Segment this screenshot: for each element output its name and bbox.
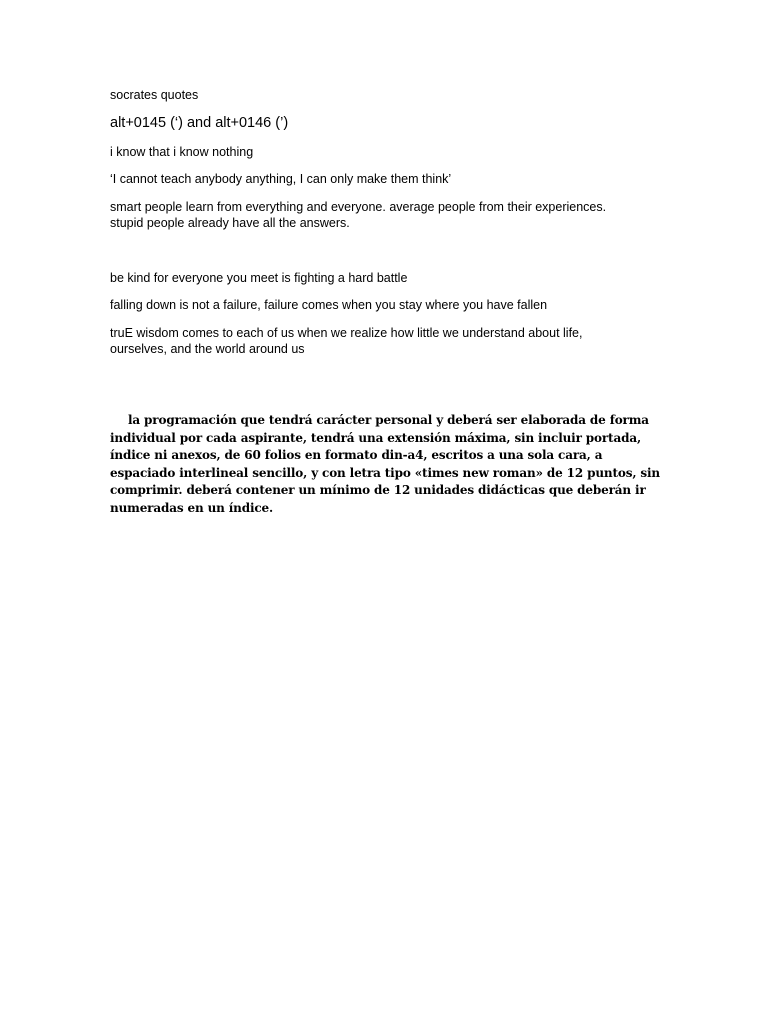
paragraph-line-2: individual por cada aspirante, tendrá una extensión máxima, sin incluir portada, xyxy=(110,430,641,445)
quote-3 xyxy=(110,199,650,231)
quote-6-line-2: ourselves, and the world around us xyxy=(110,342,305,356)
spanish-paragraph xyxy=(110,412,661,517)
paragraph-line-3: índice ni anexos, de 60 folios en formato din-a4, escritos a una sola cara, a xyxy=(110,448,603,462)
quote-4: be kind for everyone you meet is fighting a hard battle xyxy=(110,271,408,285)
paragraph-line-5: comprimir. deberá contener un mínimo de 12 unidades didácticas que deberán ir xyxy=(110,483,646,497)
quote-2: ‘I cannot teach anybody anything, I can only make them think’ xyxy=(110,172,452,186)
quote-5: falling down is not a failure, failure comes when you stay where you have fallen xyxy=(110,298,548,312)
quote-3-line-1: smart people learn from everything and everyone. average people from their experiences. xyxy=(110,200,607,214)
quote-6-line-1: truE wisdom comes to each of us when we realize how little we understand about life, xyxy=(110,326,583,340)
quote-1: i know that i know nothing xyxy=(110,145,254,159)
alt-codes-line: alt+0145 (‘) and alt+0146 (’) xyxy=(110,115,289,131)
paragraph-line-6: numeradas en un índice. xyxy=(110,500,274,515)
paragraph-line-4: espaciado interlineal sencillo, y con letra tipo «times new roman» de 12 puntos, sin xyxy=(110,465,661,480)
quote-6 xyxy=(110,325,650,357)
document-title: socrates quotes xyxy=(110,88,199,102)
paragraph-line-1: la programación que tendrá carácter personal y deberá ser elaborada de forma xyxy=(128,413,649,427)
quote-3-line-2: stupid people already have all the answers. xyxy=(110,216,350,230)
